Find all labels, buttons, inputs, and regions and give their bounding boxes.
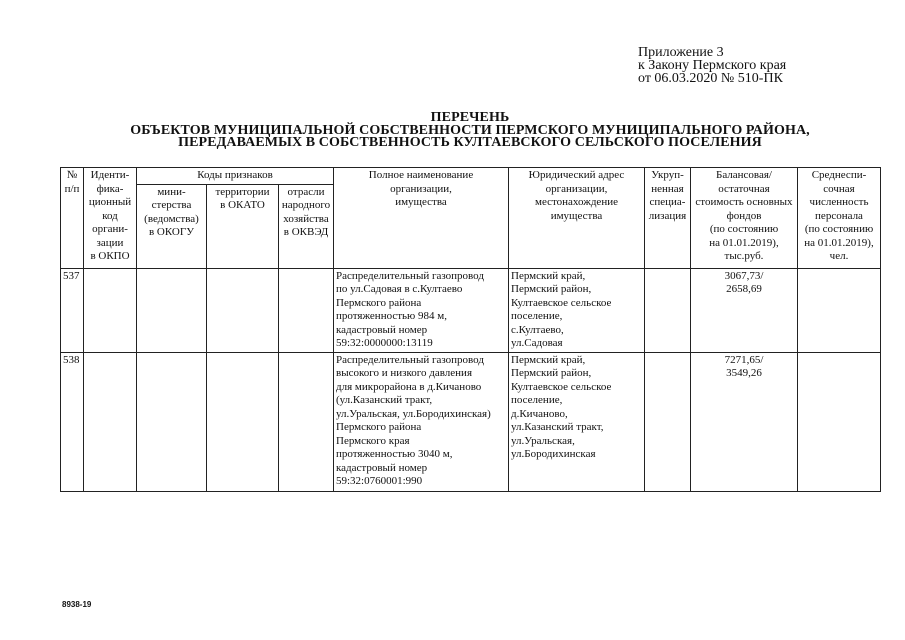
row-num: 537 (61, 268, 84, 352)
header-okpo: Иденти- фика- ционный код органи- зации в ОКПО (84, 168, 137, 269)
row-address: Пермский край, Пермский район, Култаевское сельское поселение, с.Култаево, ул.Садовая (509, 268, 645, 352)
row-okved (279, 268, 334, 352)
row-address: Пермский край, Пермский район, Култаевское сельское поселение, д.Кичаново, ул.Казанский тракт, ул.Уральская, ул.Бородихинская (509, 352, 645, 491)
row-num: 538 (61, 352, 84, 491)
appendix-law-date: от 06.03.2020 № 510-ПК (638, 71, 783, 86)
header-okogu: мини- стерства (ведомства) в ОКОГУ (137, 184, 207, 268)
table-row (61, 268, 881, 352)
header-okato: территории в ОКАТО (207, 184, 279, 268)
heading-subtitle-2: ПЕРЕДАВАЕМЫХ В СОБСТВЕННОСТЬ КУЛТАЕВСКОГО СЕЛЬСКОГО ПОСЕЛЕНИЯ (178, 135, 762, 150)
appendix-law-ref: к Закону Пермского края (638, 58, 787, 73)
row-balance: 3067,73/ 2658,69 (691, 268, 798, 352)
row-okpo (84, 268, 137, 352)
row-okved (279, 352, 334, 491)
table-row (61, 352, 881, 491)
header-balance: Балансовая/ остаточная стоимость основных фондов (по состоянию на 01.01.2019), тыс.руб. (691, 168, 798, 269)
header-num: № п/п (61, 168, 84, 269)
row-balance: 7271,65/ 3549,26 (691, 352, 798, 491)
document-number: 8938-19 (62, 600, 92, 609)
document-heading (60, 112, 880, 150)
header-okved: отрасли народного хозяйства в ОКВЭД (279, 184, 334, 268)
row-name: Распределительный газопровод высокого и низкого давления для микрорайона в д.Кичаново (ул.Казанский тракт, ул.Уральская, ул.Бородихинская) Пермского района Пермского края протяженностью 3040 м, кадастровый номер 59:32:0760001:990 (334, 352, 509, 491)
appendix-title: Приложение 3 (638, 45, 724, 60)
row-name: Распределительный газопровод по ул.Садовая в с.Култаево Пермского района протяженностью 984 м, кадастровый номер 59:32:0000000:13119 (334, 268, 509, 352)
heading-title: ПЕРЕЧЕНЬ (430, 110, 510, 125)
row-okato (207, 352, 279, 491)
header-address: Юридический адрес организации, местонахождение имущества (509, 168, 645, 269)
appendix-note (638, 46, 786, 85)
row-okogu (137, 352, 207, 491)
row-specialization (645, 268, 691, 352)
row-okato (207, 268, 279, 352)
row-staff (798, 268, 881, 352)
row-specialization (645, 352, 691, 491)
header-name: Полное наименование организации, имущества (334, 168, 509, 269)
header-specialization: Укруп- ненная специа- лизация (645, 168, 691, 269)
row-okpo (84, 352, 137, 491)
row-okogu (137, 268, 207, 352)
header-codes-group: Коды признаков (137, 168, 334, 185)
header-staff: Среднеспи- сочная численность персонала (по состоянию на 01.01.2019), чел. (798, 168, 881, 269)
property-list-table (60, 167, 881, 492)
heading-subtitle-1: ОБЪЕКТОВ МУНИЦИПАЛЬНОЙ СОБСТВЕННОСТИ ПЕРМСКОГО МУНИЦИПАЛЬНОГО РАЙОНА, (130, 122, 810, 138)
row-staff (798, 352, 881, 491)
